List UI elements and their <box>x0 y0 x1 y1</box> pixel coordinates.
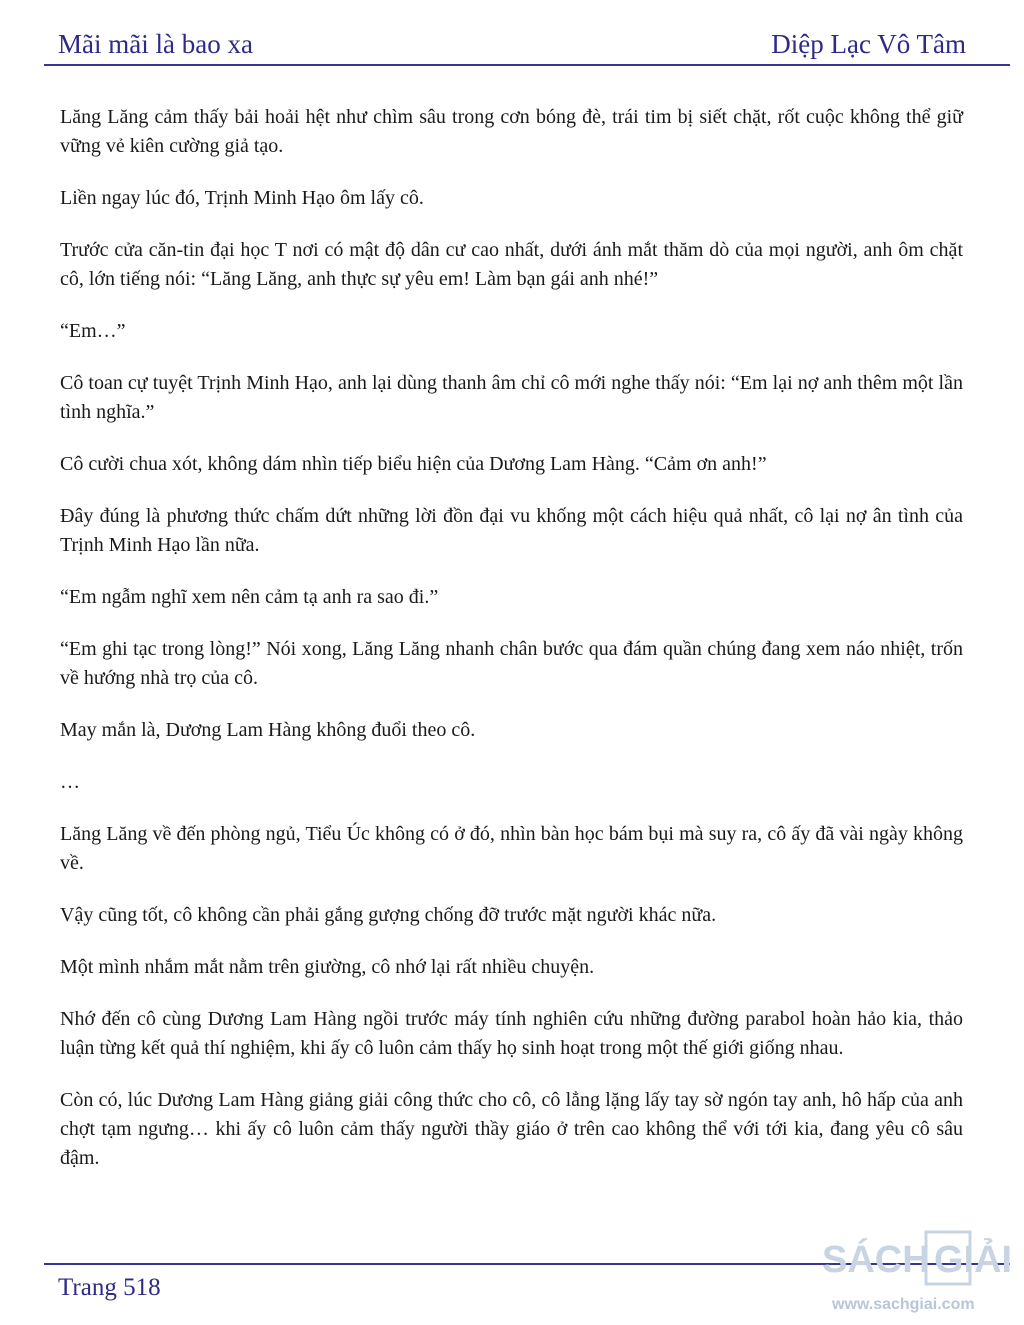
paragraph: “Em…” <box>60 320 126 342</box>
book-title: Mãi mãi là bao xa <box>58 28 253 59</box>
paragraph: Đây đúng là phương thức chấm dứt những lời đồn đại vu khống một cách hiệu quả nhất, cô lại nợ ân tình của Trịnh Minh Hạo lần nữa. <box>60 505 963 556</box>
paragraph: “Em ngẫm nghĩ xem nên cảm tạ anh ra sao đi.” <box>60 586 439 608</box>
header-divider <box>44 64 1010 66</box>
paragraph: Một mình nhắm mắt nằm trên giường, cô nhớ lại rất nhiều chuyện. <box>60 956 595 978</box>
svg-text:GIẢI: GIẢI <box>934 1239 1013 1281</box>
paragraph: … <box>60 771 80 793</box>
paragraph: Cô toan cự tuyệt Trịnh Minh Hạo, anh lại dùng thanh âm chỉ cô mới nghe thấy nói: “Em lại nợ anh thêm một lần tình nghĩa.” <box>60 372 963 423</box>
sachgiai-logo-icon <box>818 1226 1018 1290</box>
page-header <box>58 24 966 64</box>
watermark-url: www.sachgiai.com <box>832 1296 975 1313</box>
paragraph: Liền ngay lúc đó, Trịnh Minh Hạo ôm lấy cô. <box>60 187 424 209</box>
paragraph: Lăng Lăng cảm thấy bải hoải hệt như chìm sâu trong cơn bóng đè, trái tim bị siết chặt, rốt cuộc không thể giữ vững vẻ kiên cường giả tạo. <box>60 106 963 157</box>
paragraph: May mắn là, Dương Lam Hàng không đuổi theo cô. <box>60 719 476 741</box>
paragraph: Vậy cũng tốt, cô không cần phải gắng gượng chống đỡ trước mặt người khác nữa. <box>60 904 717 926</box>
svg-text:SÁCH: SÁCH <box>822 1239 930 1281</box>
paragraph: Lăng Lăng về đến phòng ngủ, Tiểu Úc không có ở đó, nhìn bàn học bám bụi mà suy ra, cô ấy đã vài ngày không về. <box>60 823 963 874</box>
paragraph: Cô cười chua xót, không dám nhìn tiếp biểu hiện của Dương Lam Hàng. “Cảm ơn anh!” <box>60 453 767 475</box>
author-name: Diệp Lạc Vô Tâm <box>771 28 966 59</box>
paragraph: Còn có, lúc Dương Lam Hàng giảng giải công thức cho cô, cô lẳng lặng lấy tay sờ ngón tay anh, hô hấp của anh chợt tạm ngưng… khi ấy cô luôn cảm thấy người thầy giáo ở trên cao không thể với tới kia, đang yêu cô sâu đậm. <box>60 1089 963 1169</box>
page-number: Trang 518 <box>58 1274 161 1301</box>
page-body <box>60 103 963 1196</box>
footer-divider <box>44 1263 1010 1265</box>
watermark <box>818 1226 1018 1321</box>
paragraph: “Em ghi tạc trong lòng!” Nói xong, Lăng Lăng nhanh chân bước qua đám quần chúng đang xem náo nhiệt, trốn về hướng nhà trọ của cô. <box>60 638 963 689</box>
paragraph: Trước cửa căn-tin đại học T nơi có mật độ dân cư cao nhất, dưới ánh mắt thăm dò của mọi người, anh ôm chặt cô, lớn tiếng nói: “Lăng Lăng, anh thực sự yêu em! Làm bạn gái anh nhé!” <box>60 239 963 290</box>
paragraph: Nhớ đến cô cùng Dương Lam Hàng ngồi trước máy tính nghiên cứu những đường parabol hoàn hảo kia, thảo luận từng kết quả thí nghiệm, khi ấy cô luôn cảm thấy họ sinh hoạt trong một thế giới giống nhau. <box>60 1008 963 1059</box>
